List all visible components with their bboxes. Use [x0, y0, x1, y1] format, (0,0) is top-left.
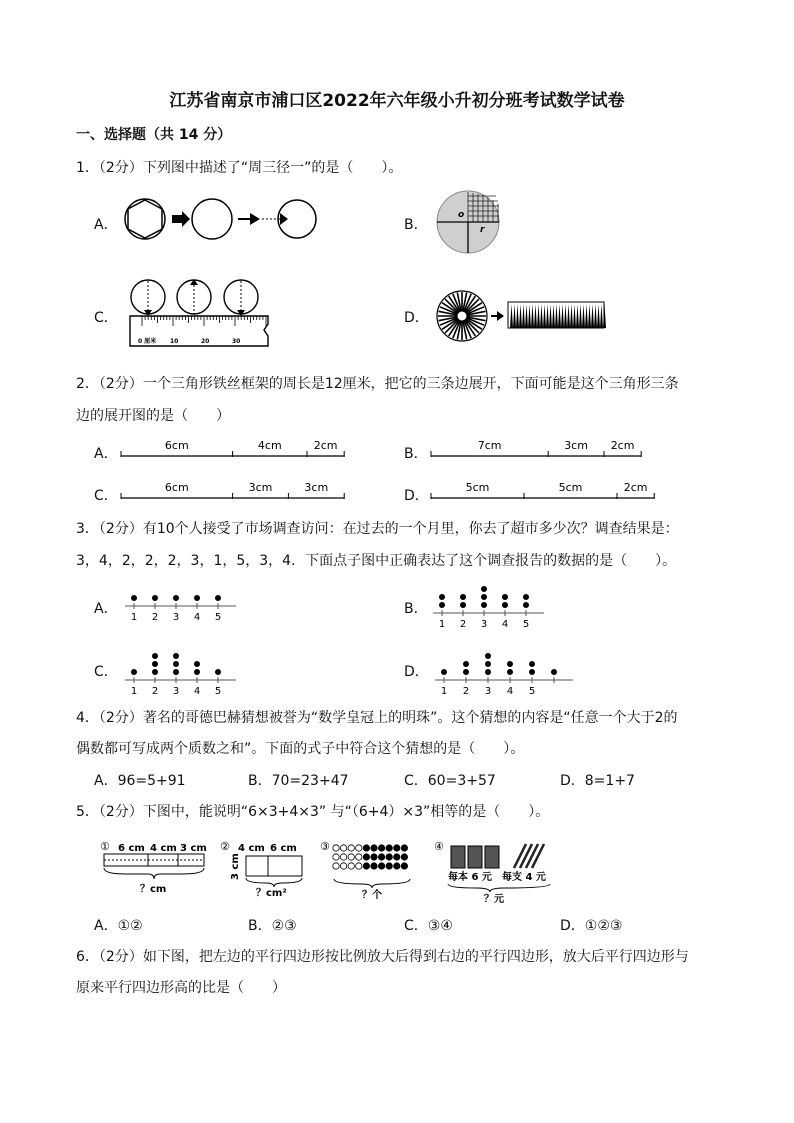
q3-dot	[502, 594, 508, 600]
ruler-label-30: 30	[232, 338, 241, 345]
q3-dot	[131, 595, 137, 601]
q5-bead	[394, 854, 400, 860]
question-6-line2: 原来平行四边形高的比是（ ）	[76, 980, 286, 996]
q3-axis-label: 5	[528, 686, 536, 697]
q5-bead	[348, 845, 354, 851]
q1-option-b-label: B．	[404, 217, 428, 233]
q5-bead	[386, 863, 392, 869]
q5-fig2-6cm: 6 cm	[270, 843, 297, 854]
q3-dot	[194, 595, 200, 601]
q3-option-d-label: D．	[404, 664, 429, 680]
q3-dot	[481, 586, 487, 592]
q4-option-b: B．70=23+47	[248, 773, 349, 789]
q5-fig1-3cm: 3 cm	[180, 843, 207, 854]
q3-dot	[215, 669, 221, 675]
q3-dot	[502, 602, 508, 608]
q5-bead	[371, 854, 377, 860]
q3-dot	[481, 594, 487, 600]
q5-bead	[356, 845, 362, 851]
ruler-label-0: 0 厘米	[138, 338, 157, 345]
q2-seg-label: 3cm	[564, 439, 588, 452]
q3-axis-label: 1	[130, 686, 138, 697]
q5-fig4-num: ④	[434, 840, 444, 853]
question-2-line1: 2．（2分）一个三角形铁丝框架的周长是12厘米，把它的三条边展开，下面可能是这个三角形三条	[76, 376, 679, 392]
q3-dot	[460, 602, 466, 608]
q5-bead	[348, 863, 354, 869]
q5-bead	[394, 845, 400, 851]
q2-seg-label: 6cm	[164, 481, 189, 494]
q5-bead	[401, 863, 407, 869]
q5-bead	[340, 845, 346, 851]
question-4-line1: 4．（2分）著名的哥德巴赫猜想被誉为“数学皇冠上的明珠”。这个猜想的内容是“任意一个大于2的	[76, 710, 678, 726]
q5-fig1-4cm: 4 cm	[150, 843, 177, 854]
q3-dot	[523, 602, 529, 608]
q3-dot	[131, 669, 137, 675]
q3-dot	[551, 669, 557, 675]
q3-dot	[152, 661, 158, 667]
q3-dot	[152, 653, 158, 659]
q3-axis-label: 1	[130, 612, 138, 623]
q3-axis-label: 4	[193, 612, 201, 623]
q3-axis-label: 3	[172, 686, 180, 697]
q5-fig4-price-book: 每本 6 元	[448, 872, 492, 883]
q5-bead	[333, 854, 339, 860]
q3-dot	[485, 669, 491, 675]
q1-option-d-label: D．	[404, 310, 429, 326]
q5-bead	[394, 863, 400, 869]
q2-seg-label: 5cm	[558, 481, 583, 494]
q5-bead	[340, 863, 346, 869]
q3-dot	[507, 661, 513, 667]
q3-dot	[194, 661, 200, 667]
question-2-line2: 边的展开图的是（ ）	[76, 408, 230, 424]
q2-option-c-label: C．	[94, 488, 118, 504]
q1-option-a-label: A．	[94, 217, 118, 233]
q5-fig1-total: ？cm	[140, 884, 167, 895]
q2-seg-label: 4cm	[257, 439, 282, 452]
q2-seg-label: 2cm	[610, 439, 635, 452]
q5-fig4-total: ？元	[484, 894, 504, 905]
ruler-label-20: 20	[201, 338, 210, 345]
q5-option-a: A．①②	[94, 918, 143, 934]
q2-seg-label: 7cm	[477, 439, 502, 452]
q3-dot	[439, 602, 445, 608]
q5-bead	[401, 845, 407, 851]
q3-axis-label: 4	[506, 686, 514, 697]
q5-bead	[371, 845, 377, 851]
q4-option-a: A．96=5+91	[94, 773, 186, 789]
q5-fig3-num: ③	[320, 840, 330, 853]
q5-bead	[386, 854, 392, 860]
q3-axis-label: 4	[501, 619, 509, 630]
q5-figures	[96, 836, 566, 905]
question-5-text: 5．（2分）下图中，能说明“6×3+4×3” 与“（6+4）×3”相等的是（ ）。	[76, 804, 550, 820]
q3-axis-label: 1	[438, 619, 446, 630]
question-6-line1: 6．（2分）如下图，把左边的平行四边形按比例放大后得到右边的平行四边形，放大后平行四边形与	[76, 949, 689, 965]
q3-dot	[173, 661, 179, 667]
q3-dot	[529, 661, 535, 667]
q5-bead	[363, 845, 369, 851]
q2-option-a-label: A．	[94, 446, 118, 462]
q5-fig1-6cm: 6 cm	[118, 843, 145, 854]
q3-dot	[463, 661, 469, 667]
q5-bead	[378, 863, 384, 869]
q5-bead	[378, 845, 384, 851]
q3-option-a-label: A．	[94, 601, 118, 617]
q3-axis-label: 2	[462, 686, 470, 697]
q2-seg-label: 2cm	[623, 481, 648, 494]
q5-option-b: B．②③	[248, 918, 297, 934]
q3-dot	[485, 653, 491, 659]
q5-fig2-4cm: 4 cm	[238, 843, 265, 854]
q3-axis-label: 3	[480, 619, 488, 630]
q5-bead	[363, 863, 369, 869]
q3-option-c-label: C．	[94, 664, 118, 680]
q2-option-d-label: D．	[404, 488, 429, 504]
q2-option-b-label: B．	[404, 446, 428, 462]
q1b-o-mark: o	[458, 210, 465, 220]
q2-seg-label: 3cm	[304, 481, 329, 494]
q3-dot	[507, 669, 513, 675]
q2-seg-label: 6cm	[164, 439, 189, 452]
q3-dot	[173, 653, 179, 659]
q3-dot	[441, 669, 447, 675]
section-heading: 一、选择题（共 14 分）	[76, 127, 232, 143]
q5-fig1-num: ①	[100, 840, 110, 853]
q5-fig2-total: ？cm²	[256, 888, 287, 899]
q3-axis-label: 2	[459, 619, 467, 630]
q3-dot	[173, 595, 179, 601]
q5-bead	[356, 863, 362, 869]
q5-bead	[401, 854, 407, 860]
q5-fig4-price-pen: 每支 4 元	[502, 872, 546, 883]
question-1-text: 1．（2分）下列图中描述了“周三径一”的是（ ）。	[76, 160, 403, 176]
q3-dot	[173, 669, 179, 675]
q5-option-c: C．③④	[404, 918, 453, 934]
q3-axis-label: 2	[151, 686, 159, 697]
q5-option-d: D．①②③	[560, 918, 623, 934]
q3-dot	[485, 661, 491, 667]
q5-bead	[356, 854, 362, 860]
q5-bead	[386, 845, 392, 851]
q3-option-b-label: B．	[404, 601, 428, 617]
q3-dot	[194, 669, 200, 675]
q4-option-c: C．60=3+57	[404, 773, 496, 789]
q3-dot	[152, 669, 158, 675]
q2-seg-label: 3cm	[248, 481, 273, 494]
q3-dot	[481, 602, 487, 608]
q3-dot	[152, 595, 158, 601]
q5-bead	[378, 854, 384, 860]
q3-dot	[460, 594, 466, 600]
question-3-line2: 3，4，2，2，2，3，1，5，3，4．下面点子图中正确表达了这个调查报告的数据的是（ ）。	[76, 553, 677, 569]
q3-axis-label: 5	[522, 619, 530, 630]
q2-seg-label: 5cm	[465, 481, 490, 494]
q3-dot	[523, 594, 529, 600]
q3-axis-label: 4	[193, 686, 201, 697]
q3-axis-label: 3	[172, 612, 180, 623]
ruler-label-10: 10	[170, 338, 179, 345]
q3-dot	[529, 669, 535, 675]
q1-option-c-label: C．	[94, 310, 118, 326]
q5-fig3-total: ？个	[362, 890, 382, 901]
q3-axis-label: 3	[484, 686, 492, 697]
q5-bead	[340, 854, 346, 860]
q3-axis-label: 2	[151, 612, 159, 623]
q5-bead	[371, 863, 377, 869]
question-4-line2: 偶数都可写成两个质数之和”。下面的式子中符合这个猜想的是（ ）。	[76, 741, 525, 757]
q2-seg-label: 2cm	[313, 439, 338, 452]
question-3-line1: 3．（2分）有10个人接受了市场调查访问：在过去的一个月里，你去了超市多少次？调查结果是：	[76, 521, 679, 537]
page-title: 江苏省南京市浦口区2022年六年级小升初分班考试数学试卷	[169, 91, 625, 111]
q3-axis-label: 5	[214, 612, 222, 623]
q5-bead	[348, 854, 354, 860]
q5-bead	[333, 845, 339, 851]
q5-fig2-num: ②	[220, 840, 230, 853]
q5-fig2-3cm: 3 cm	[230, 853, 241, 880]
q3-dot	[463, 669, 469, 675]
q5-bead	[333, 863, 339, 869]
q3-dot	[215, 595, 221, 601]
q3-axis-label: 5	[214, 686, 222, 697]
q3-axis-label: 1	[440, 686, 448, 697]
q1b-r-mark: r	[480, 225, 485, 235]
q3-dot	[439, 594, 445, 600]
q5-bead	[363, 854, 369, 860]
q4-option-d: D．8=1+7	[560, 773, 635, 789]
